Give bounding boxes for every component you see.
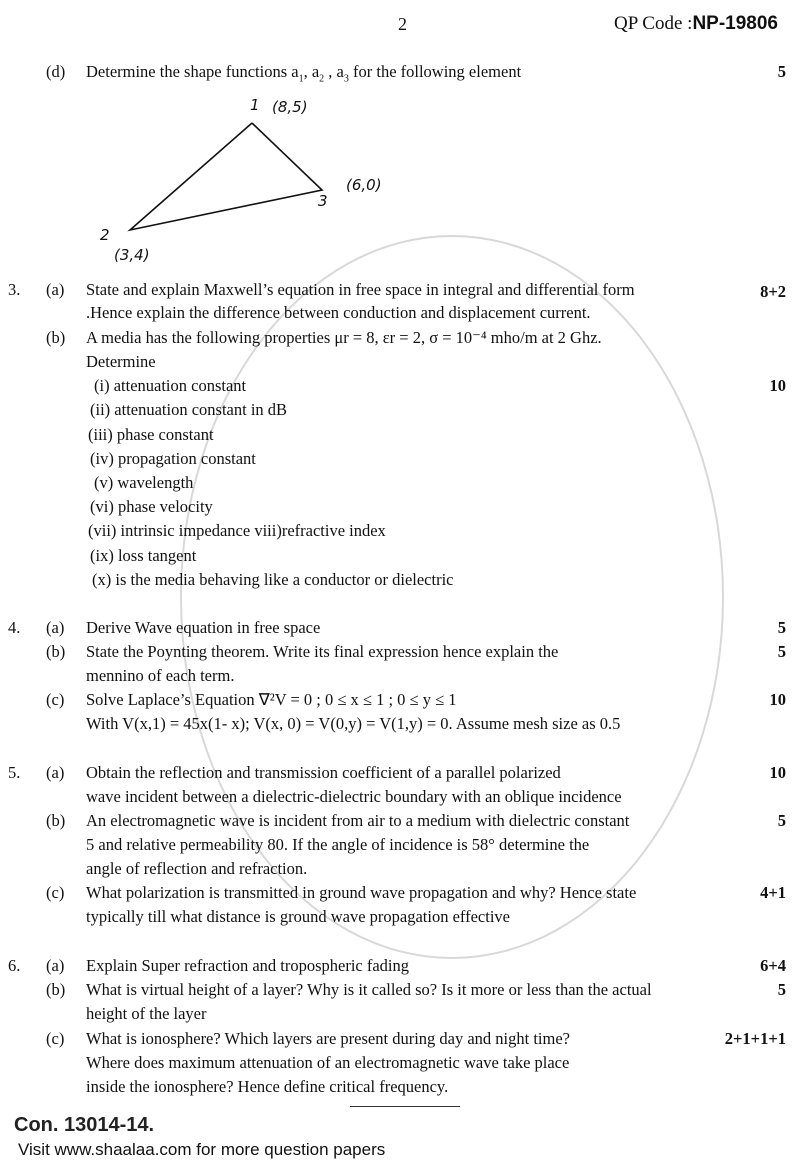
marks: 5: [777, 980, 786, 999]
sub-label: (a): [46, 956, 65, 975]
sub-item: (iv) propagation constant: [90, 449, 256, 468]
question-text: An electromagnetic wave is incident from air to a medium with dielectric constant: [86, 811, 630, 830]
footer-visit-link[interactable]: Visit www.shaalaa.com for more question papers: [18, 1140, 386, 1159]
question-text: Determine: [86, 352, 156, 371]
question-text: angle of reflection and refraction.: [86, 859, 308, 878]
question-text: A media has the following properties μr = 8, εr = 2, σ = 10⁻⁴ mho/m at 2 Ghz.: [86, 328, 602, 347]
sub-label: (b): [46, 328, 66, 347]
question-number: 4.: [8, 618, 21, 637]
question-text: What is ionosphere? Which layers are present during day and night time?: [86, 1029, 570, 1048]
node-2-label: 2: [100, 226, 110, 244]
q2d-label: (d): [46, 62, 66, 81]
qp-code-value: NP-19806: [692, 13, 778, 34]
node-3-label: 3: [318, 192, 328, 210]
q2d-text: Determine the shape functions $a_1$, $a_2$ , $a_3$ for the following element: [86, 62, 522, 85]
sub-item: (vi) phase velocity: [90, 497, 213, 516]
sub-item: (ix) loss tangent: [90, 546, 197, 565]
sub-item: (v) wavelength: [94, 473, 194, 492]
question-text: With V(x,1) = 45x(1- x); V(x, 0) = V(0,y) = V(1,y) = 0. Assume mesh size as 0.5: [86, 714, 621, 733]
sub-label: (a): [46, 280, 65, 299]
sub-label: (a): [46, 763, 65, 782]
question-text: .Hence explain the difference between conduction and displacement current.: [86, 303, 591, 322]
marks: 5: [777, 618, 786, 637]
marks: 8+2: [760, 282, 786, 301]
sub-label: (c): [46, 883, 65, 902]
marks: 5: [777, 642, 786, 661]
question-text: Explain Super refraction and tropospheric fading: [86, 956, 410, 975]
marks: 5: [777, 811, 786, 830]
marks: 2+1+1+1: [724, 1029, 786, 1048]
question-number: 3.: [8, 280, 21, 299]
question-number: 6.: [8, 956, 21, 975]
sub-item: (ii) attenuation constant in dB: [90, 400, 288, 419]
node-3-coords: (6,0): [346, 176, 382, 194]
sub-item: (x) is the media behaving like a conductor or dielectric: [92, 570, 454, 589]
sub-item: (iii) phase constant: [88, 425, 214, 444]
marks: 6+4: [760, 956, 786, 975]
sub-label: (b): [46, 811, 66, 830]
question-text: Solve Laplace’s Equation ∇²V = 0 ; 0 ≤ x ≤ 1 ; 0 ≤ y ≤ 1: [86, 690, 457, 709]
question-text: What is virtual height of a layer? Why is it called so? Is it more or less than the actual: [86, 980, 652, 999]
qp-label: QP Code :: [613, 13, 693, 34]
node-1-coords: (8,5): [272, 98, 308, 116]
footer-code: Con. 13014-14.: [14, 1114, 155, 1136]
question-text: State and explain Maxwell’s equation in free space in integral and differential form: [86, 280, 635, 299]
end-divider: [350, 1106, 460, 1107]
sub-label: (c): [46, 1029, 65, 1048]
question-text: 5 and relative permeability 80. If the angle of incidence is 58° determine the: [86, 835, 590, 854]
question-text: Where does maximum attenuation of an electromagnetic wave take place: [86, 1053, 570, 1072]
marks: 4+1: [760, 883, 786, 902]
marks: 10: [769, 690, 786, 709]
question-text: inside the ionosphere? Hence define critical frequency.: [86, 1077, 449, 1096]
sub-item: (vii) intrinsic impedance viii)refractive index: [88, 521, 386, 540]
sub-label: (b): [46, 980, 66, 999]
question-text: What polarization is transmitted in ground wave propagation and why? Hence state: [86, 883, 637, 902]
question-text: mennino of each term.: [86, 666, 235, 685]
question-text: wave incident between a dielectric-dielectric boundary with an oblique incidence: [86, 787, 622, 806]
question-text: State the Poynting theorem. Write its final expression hence explain the: [86, 642, 559, 661]
question-text: Derive Wave equation in free space: [86, 618, 321, 637]
sub-label: (a): [46, 618, 65, 637]
page-number: 2: [398, 14, 407, 34]
triangle-element-figure: [0, 0, 800, 280]
sub-item: (i) attenuation constant: [94, 376, 247, 395]
node-2-coords: (3,4): [114, 246, 150, 264]
node-1-label: 1: [250, 96, 260, 114]
marks: 5: [777, 62, 786, 81]
question-text: Obtain the reflection and transmission coefficient of a parallel polarized: [86, 763, 561, 782]
question-number: 5.: [8, 763, 21, 782]
sub-label: (b): [46, 642, 66, 661]
marks: 10: [769, 763, 786, 782]
marks: 10: [769, 376, 786, 395]
question-text: typically till what distance is ground wave propagation effective: [86, 907, 510, 926]
sub-label: (c): [46, 690, 65, 709]
question-text: height of the layer: [86, 1004, 207, 1023]
